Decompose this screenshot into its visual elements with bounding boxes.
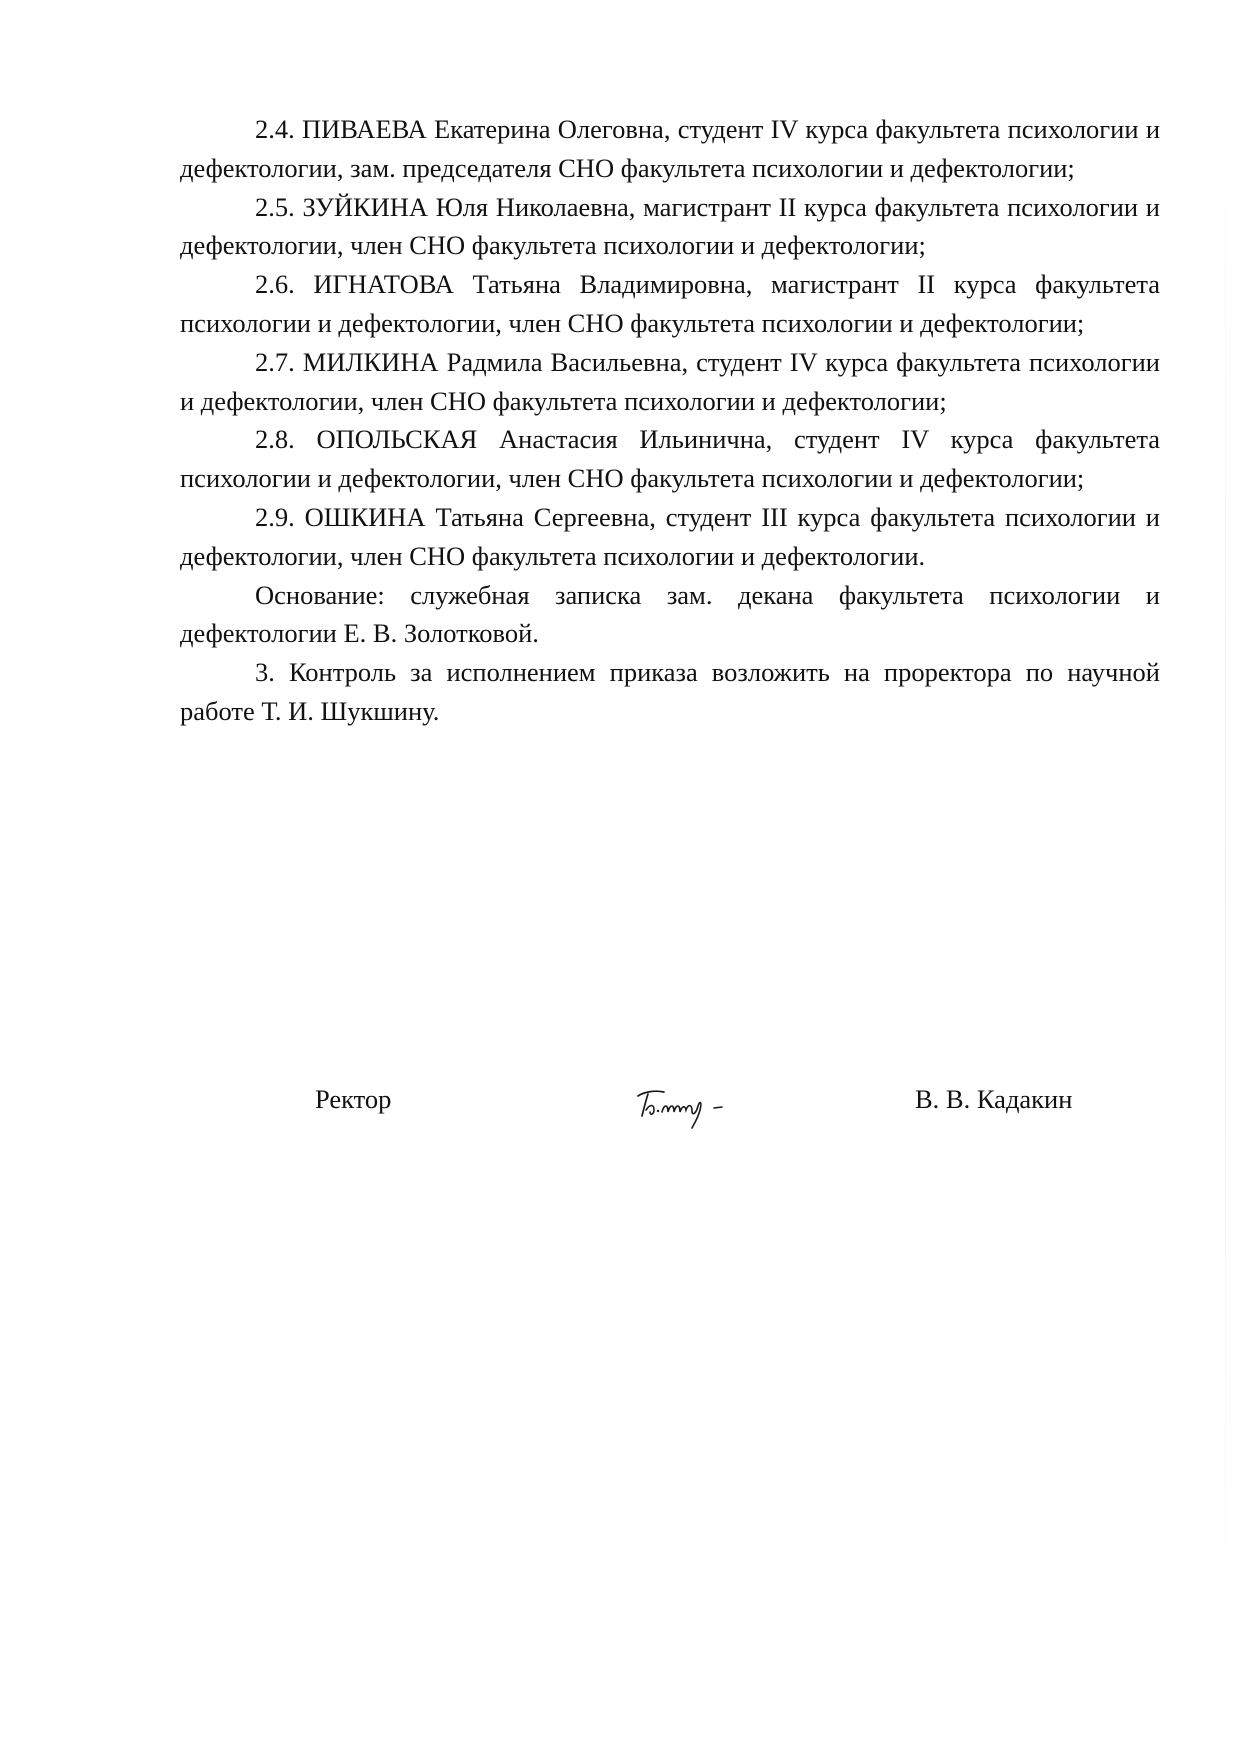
signer-title: Ректор [315,1084,392,1114]
paragraph-3: 3. Контроль за исполнением приказа возложить на проректора по научной работе Т. И. Шукшину. [180,657,1160,726]
document-body [180,110,1160,731]
handwritten-signature [630,1070,740,1130]
paragraph-2-8: 2.8. ОПОЛЬСКАЯ Анастасия Ильинична, студент IV курса факультета психологии и дефектологии, член СНО факультета психологии и дефектологии; [180,424,1160,494]
paragraph-2-9: 2.9. ОШКИНА Татьяна Сергеевна, студент III курса факультета психологии и дефектологии, член СНО факультета психологии и дефектологии. [180,501,1160,571]
paragraph-2-5: 2.5. ЗУЙКИНА Юля Николаевна, магистрант II курса факультета психологии и дефектологии, член СНО факультета психологии и дефектологии; [180,191,1160,261]
paragraph-2-7: 2.7. МИЛКИНА Радмила Васильевна, студент IV курса факультета психологии и дефектологии, член СНО факультета психологии и дефектологии; [180,346,1160,416]
signature-block [0,1070,1240,1130]
paragraph-2-4: 2.4. ПИВАЕВА Екатерина Олеговна, студент IV курса факультета психологии и дефектологии, зам. председателя СНО факультета психологии и дефектологии; [180,114,1160,183]
signer-name: В. В. Кадакин [915,1084,1073,1114]
scan-edge-line [1225,0,1226,1754]
paragraph-basis: Основание: служебная записка зам. декана факультета психологии и дефектологии Е. В. Золотковой. [180,579,1160,649]
paragraph-2-6: 2.6. ИГНАТОВА Татьяна Владимировна, магистрант II курса факультета психологии и дефектологии, член СНО факультета психологии и дефектологии; [180,269,1160,338]
